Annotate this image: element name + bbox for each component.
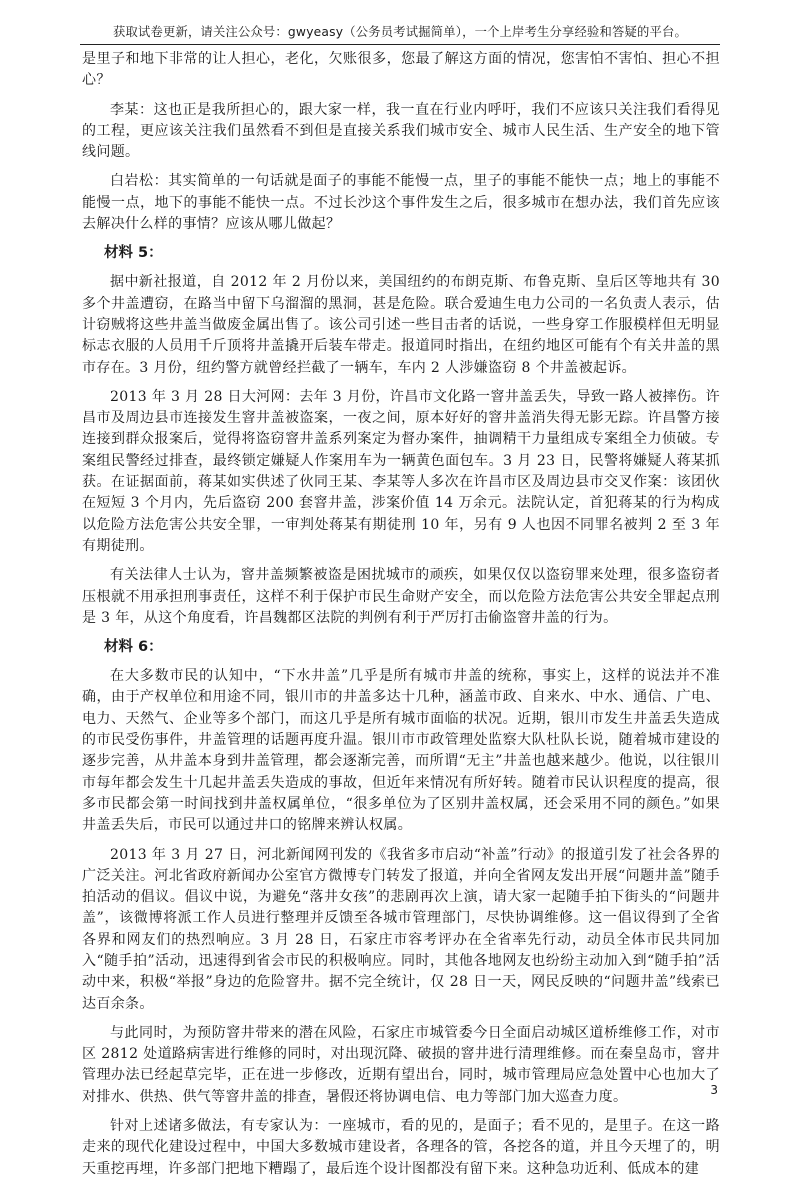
- paragraph: 在大多数市民的认知中，“下水井盖”几乎是所有城市井盖的统称，事实上，这样的说法并不准确，由于产权单位和用途不同，银川市的井盖多达十几种，涵盖市政、自来水、中水、通信、广电、电力、天然气、企业等多个部门，而这几乎是所有城市面临的状况。近期，银川市发生井盖丢失造成的市民受伤事件，井盖管理的话题再度升温。银川市市政管理处监察大队杜队长说，随着城市建设的逐步完善，从井盖本身到井盖管理，都会逐渐完善，而所谓“无主”井盖也越来越少。他说，以往银川市每年都会发生十几起井盖丢失造成的事故，但近年来情况有所好转。随着市民认识程度的提高，很多市民都会第一时间找到井盖权属单位，“很多单位为了区别井盖权属，还会采用不同的颜色。”如果井盖丢失后，市民可以通过井口的铭牌来辨认权属。: [82, 668, 720, 834]
- header-notice: 获取试卷更新，请关注公众号：gwyeasy（公务员考试掘简单），一个上岸考生分享经验和答疑的平台。: [112, 25, 688, 39]
- paragraph: 2013 年 3 月 28 日大河网：去年 3 月份，许昌市文化路一窨井盖丢失，导致一路人被摔伤。许昌市及周边县市连接发生窨井盖被盗案，一夜之间，原本好好的窨井盖消失得无影无踪。许昌警方接连接到群众报案后，觉得将盗窃窨井盖系列案定为督办案件，抽调精干力量组成专案组全力侦破。专案组民警经过排查，最终锁定嫌疑人作案用车为一辆黄色面包车。3 月 23 日，民警将嫌疑人蒋某抓获。在证据面前，蒋某如实供述了伙同王某、李某等人多次在许昌市区及周边县市交叉作案：该团伙在短短 3 个月内，先后盗窃 200 套窨井盖，涉案价值 14 万余元。法院认定，首犯蒋某的行为构成以危险方法危害公共安全罪，一审判处蒋某有期徒刑 10 年，另有 9 人也因不同罪名被判 2 至 3 年有期徒刑。: [82, 388, 720, 554]
- section-heading: 材料 5：: [104, 245, 163, 262]
- section-heading: 材料 6：: [104, 639, 163, 656]
- paragraph: 据中新社报道，自 2012 年 2 月份以来，美国纽约的布朗克斯、布鲁克斯、皇后区等地共有 30 多个井盖遭窃，在路当中留下乌溜溜的黑洞，甚是危险。联合爱迪生电力公司的一名负责人表示，估计窃贼将这些井盖当做废金属出售了。该公司引述一些目击者的话说，一些身穿工作服模样但无明显标志衣服的人员用千斤顶将井盖撬开后装车带走。报道同时指出，在纽约地区可能有个有关井盖的黑市存在。3 月份，纽约警方就曾经拦截了一辆车，车内 2 人涉嫌盗窃 8 个井盖被起诉。: [82, 274, 720, 376]
- paragraph: 有关法律人士认为，窨井盖频繁被盗是困扰城市的顽疾，如果仅仅以盗窃罪来处理，很多盗窃者压根就不用承担刑事责任，这样不利于保护市民生命财产安全，而以危险方法危害公共安全罪起点刑是 3 年，从这个角度看，许昌魏都区法院的判例有利于严厉打击偷盗窨井盖的行为。: [82, 567, 720, 626]
- page-header: [80, 22, 720, 45]
- paragraph: 是里子和地下非常的让人担心，老化，欠账很多，您最了解这方面的情况，您害怕不害怕、担心不担心？: [82, 51, 720, 89]
- document-body: [82, 49, 720, 1188]
- page-number: 3: [710, 1083, 718, 1097]
- paragraph: 白岩松：其实简单的一句话就是面子的事能不能慢一点，里子的事能不能快一点；地上的事能不能慢一点，地下的事能不能快一点。不过长沙这个事件发生之后，很多城市在想办法，我们首先应该去解决什么样的事情？应该从哪儿做起？: [82, 173, 720, 233]
- paragraph: 针对上述诸多做法，有专家认为：一座城市，看的见的，是面子；看不见的，是里子。在这一路走来的现代化建设过程中，中国大多数城市建设者，各理各的管，各挖各的道，并且今天埋了的，明天重挖再埋，许多部门把地下糟蹋了，最后连个设计图都没有留下来。这种急功近利、低成本的建: [82, 1118, 720, 1177]
- paragraph: 与此同时，为预防窨井带来的潜在风险，石家庄市城管委今日全面启动城区道桥维修工作，对市区 2812 处道路病害进行维修的同时，对出现沉降、破损的窨井进行清理维修。而在秦皇岛市，窨井管理办法已经起草完毕，正在进一步修改，近期有望出台，同时，城市管理局应急处置中心也加大了对排水、供热、供气等窨井盖的排查，暑假还将协调电信、电力等部门加大巡查力度。: [82, 1024, 720, 1105]
- paragraph: 2013 年 3 月 27 日，河北新闻网刊发的《我省多市启动“补盖”行动》的报道引发了社会各界的广泛关注。河北省政府新闻办公室官方微博专门转发了报道，并向全省网友发出开展“问题井盖”随手拍活动的倡议。倡议中说，为避免“落井女孩”的悲剧再次上演，请大家一起随手拍下街头的“问题井盖”，该微博将派工作人员进行整理并反馈至各城市管理部门，尽快协调维修。这一倡议得到了全省各界和网友们的热烈响应。3 月 28 日，石家庄市容考评办在全省率先行动，动员全体市民共同加入“随手拍”活动，迅速得到省会市民的积极响应。同时，其他各地网友也纷纷主动加入到“随手拍”活动中来，积极“举报”身边的危险窨井。据不完全统计，仅 28 日一天，网民反映的“问题井盖”线索已达百余条。: [82, 846, 720, 1012]
- paragraph: 李某：这也正是我所担心的，跟大家一样，我一直在行业内呼吁，我们不应该只关注我们看得见的工程，更应该关注我们虽然看不到但是直接关系我们城市安全、城市人民生活、生产安全的地下管线问题。: [82, 101, 720, 161]
